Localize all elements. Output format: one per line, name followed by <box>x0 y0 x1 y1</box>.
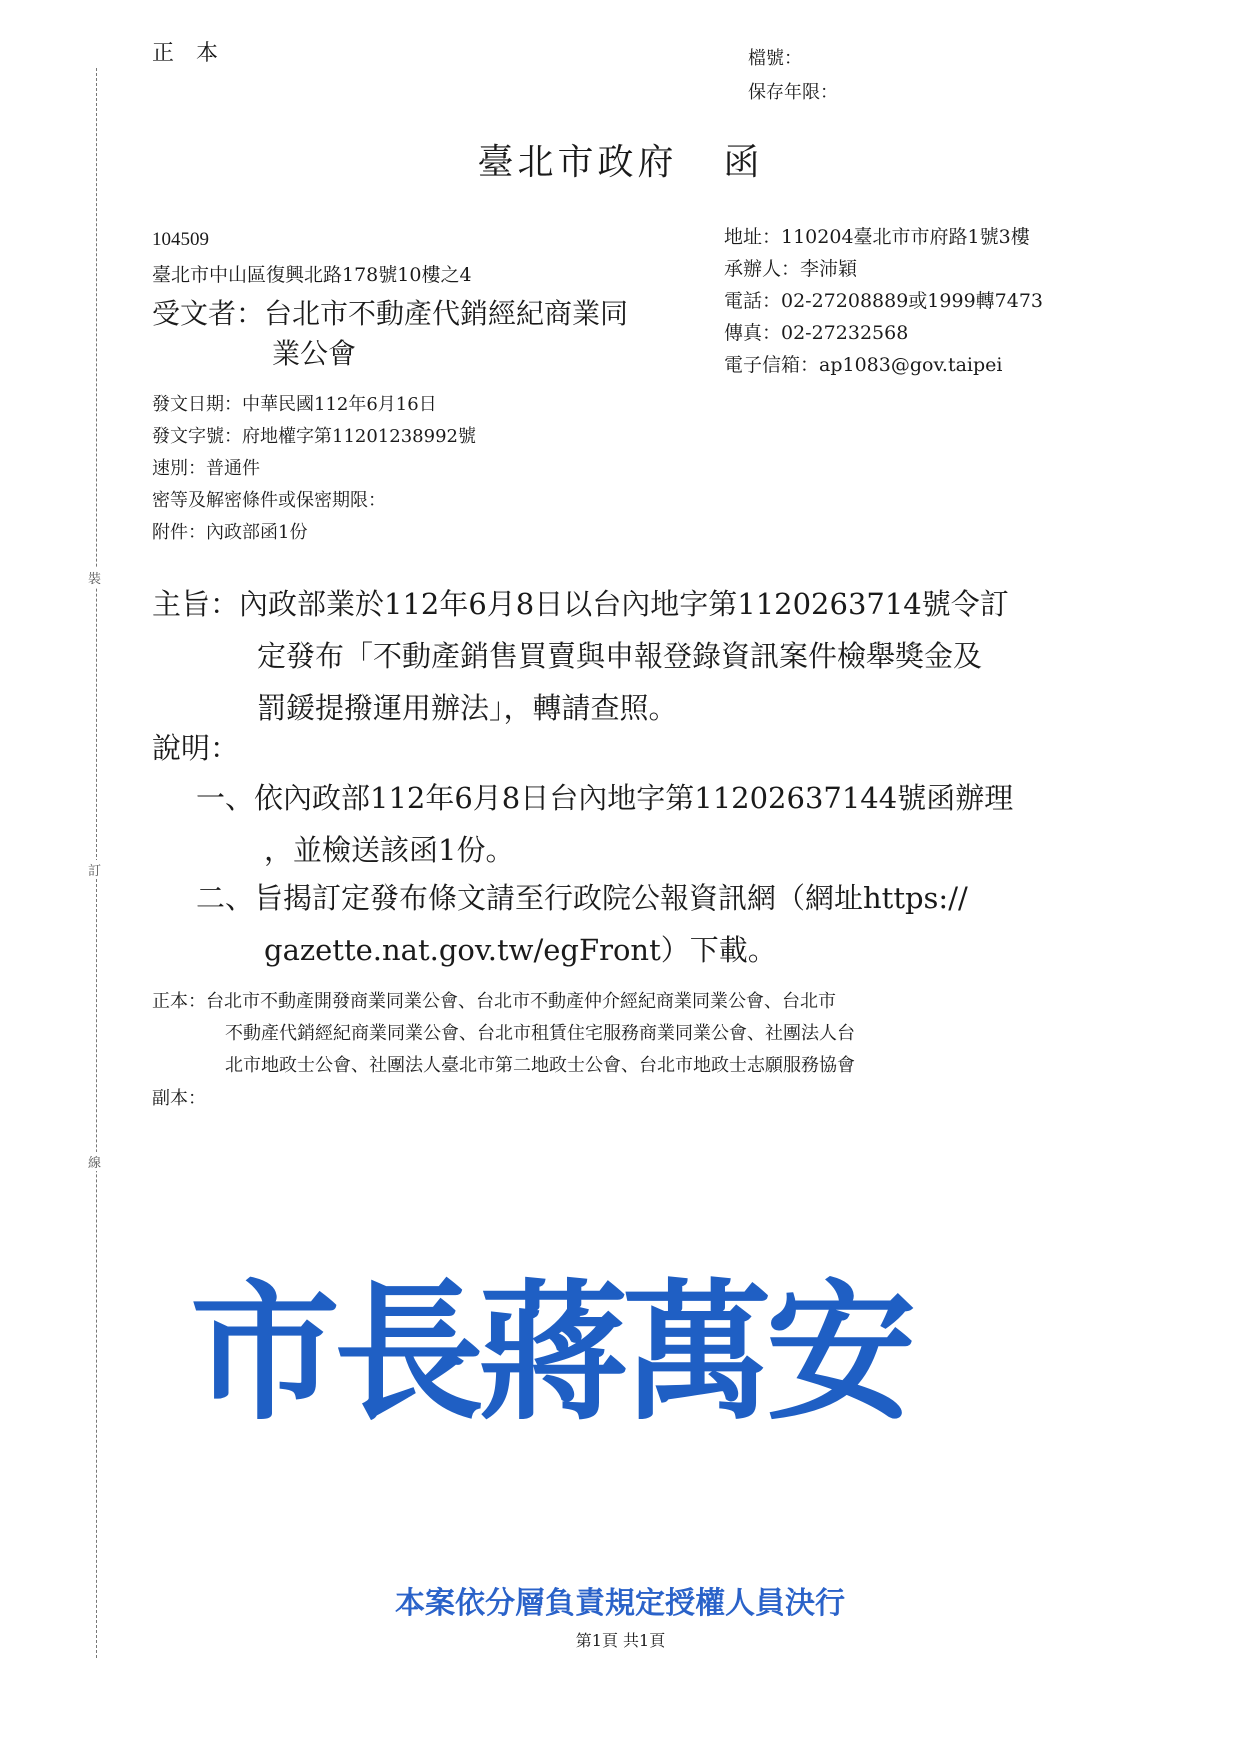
recipient-label: 受文者： <box>152 297 265 330</box>
handler: 承辦人：李沛穎 <box>724 258 858 280</box>
recipient-zip: 104509 <box>152 229 209 250</box>
copies-line: 北市地政士公會、社團法人臺北市第二地政士公會、台北市地政士志願服務協會 <box>225 1055 855 1076</box>
stamp-text: 本案依分層負責規定授權人員決行 <box>395 1586 845 1621</box>
mayor-seal <box>190 1245 1010 1435</box>
attachment: 附件：內政部函1份 <box>152 522 308 543</box>
fax: 傳真：02-27232568 <box>724 322 909 344</box>
copies-line: 正本：台北市不動產開發商業同業公會、台北市不動產仲介經紀商業同業公會、台北市 <box>152 991 836 1012</box>
classification: 密等及解密條件或保密期限： <box>152 490 386 511</box>
issuing-org: 臺北市政府 <box>477 142 678 183</box>
page-number: 第1頁 共1頁 <box>575 1631 666 1650</box>
subject-line: 定發布「不動產銷售買賣與申報登錄資訊案件檢舉獎金及 <box>257 639 983 673</box>
item-line: 二、旨揭訂定發布條文請至行政院公報資訊網（網址https:// <box>196 881 968 915</box>
item-line: ，並檢送該函1份。 <box>264 833 515 867</box>
distribution-copies <box>152 986 1102 1082</box>
item-line: gazette.nat.gov.tw/egFront）下載。 <box>264 933 777 967</box>
subject <box>152 578 1009 734</box>
copy-type: 正本 <box>152 41 241 66</box>
binding-mark: 裝 <box>88 568 101 587</box>
seal-text: 市長蔣萬安 <box>190 1265 911 1435</box>
recipient-address: 臺北市中山區復興北路178號10樓之4 <box>152 264 472 286</box>
explanation-item <box>196 772 1013 876</box>
sender-address: 地址：110204臺北市市府路1號3樓 <box>724 226 1030 248</box>
explanation-item <box>196 872 968 976</box>
document-number: 發文字號：府地權字第11201238992號 <box>152 426 476 447</box>
document-title <box>0 134 1241 185</box>
retention-label: 保存年限： <box>748 82 838 103</box>
item-line: 一、依內政部112年6月8日台內地字第11202637144號函辦理 <box>196 781 1014 815</box>
file-number-label: 檔號： <box>748 48 802 69</box>
recipient-name-line1: 台北市不動產代銷經紀商業同 <box>264 297 629 330</box>
email: 電子信箱：ap1083@gov.taipei <box>724 354 1003 376</box>
recipient-name-line2: 業公會 <box>272 337 357 370</box>
issue-date: 發文日期：中華民國112年6月16日 <box>152 394 437 415</box>
phone: 電話：02-27208889或1999轉7473 <box>724 290 1044 312</box>
recipient <box>152 294 628 374</box>
subject-line: 主旨：內政部業於112年6月8日以台內地字第1120263714號令訂 <box>152 587 1009 621</box>
document-type: 函 <box>723 142 764 183</box>
binding-mark: 訂 <box>88 860 101 879</box>
authorization-stamp <box>395 1577 855 1623</box>
binding-mark: 線 <box>88 1152 101 1171</box>
carbon-copy: 副本： <box>152 1088 206 1109</box>
copies-line: 不動產代銷經紀商業同業公會、台北市租賃住宅服務商業同業公會、社團法人台 <box>225 1023 855 1044</box>
speed-class: 速別：普通件 <box>152 458 260 479</box>
subject-line: 罰鍰提撥運用辦法」，轉請查照。 <box>257 691 678 725</box>
explanation-heading: 說明： <box>152 731 240 765</box>
